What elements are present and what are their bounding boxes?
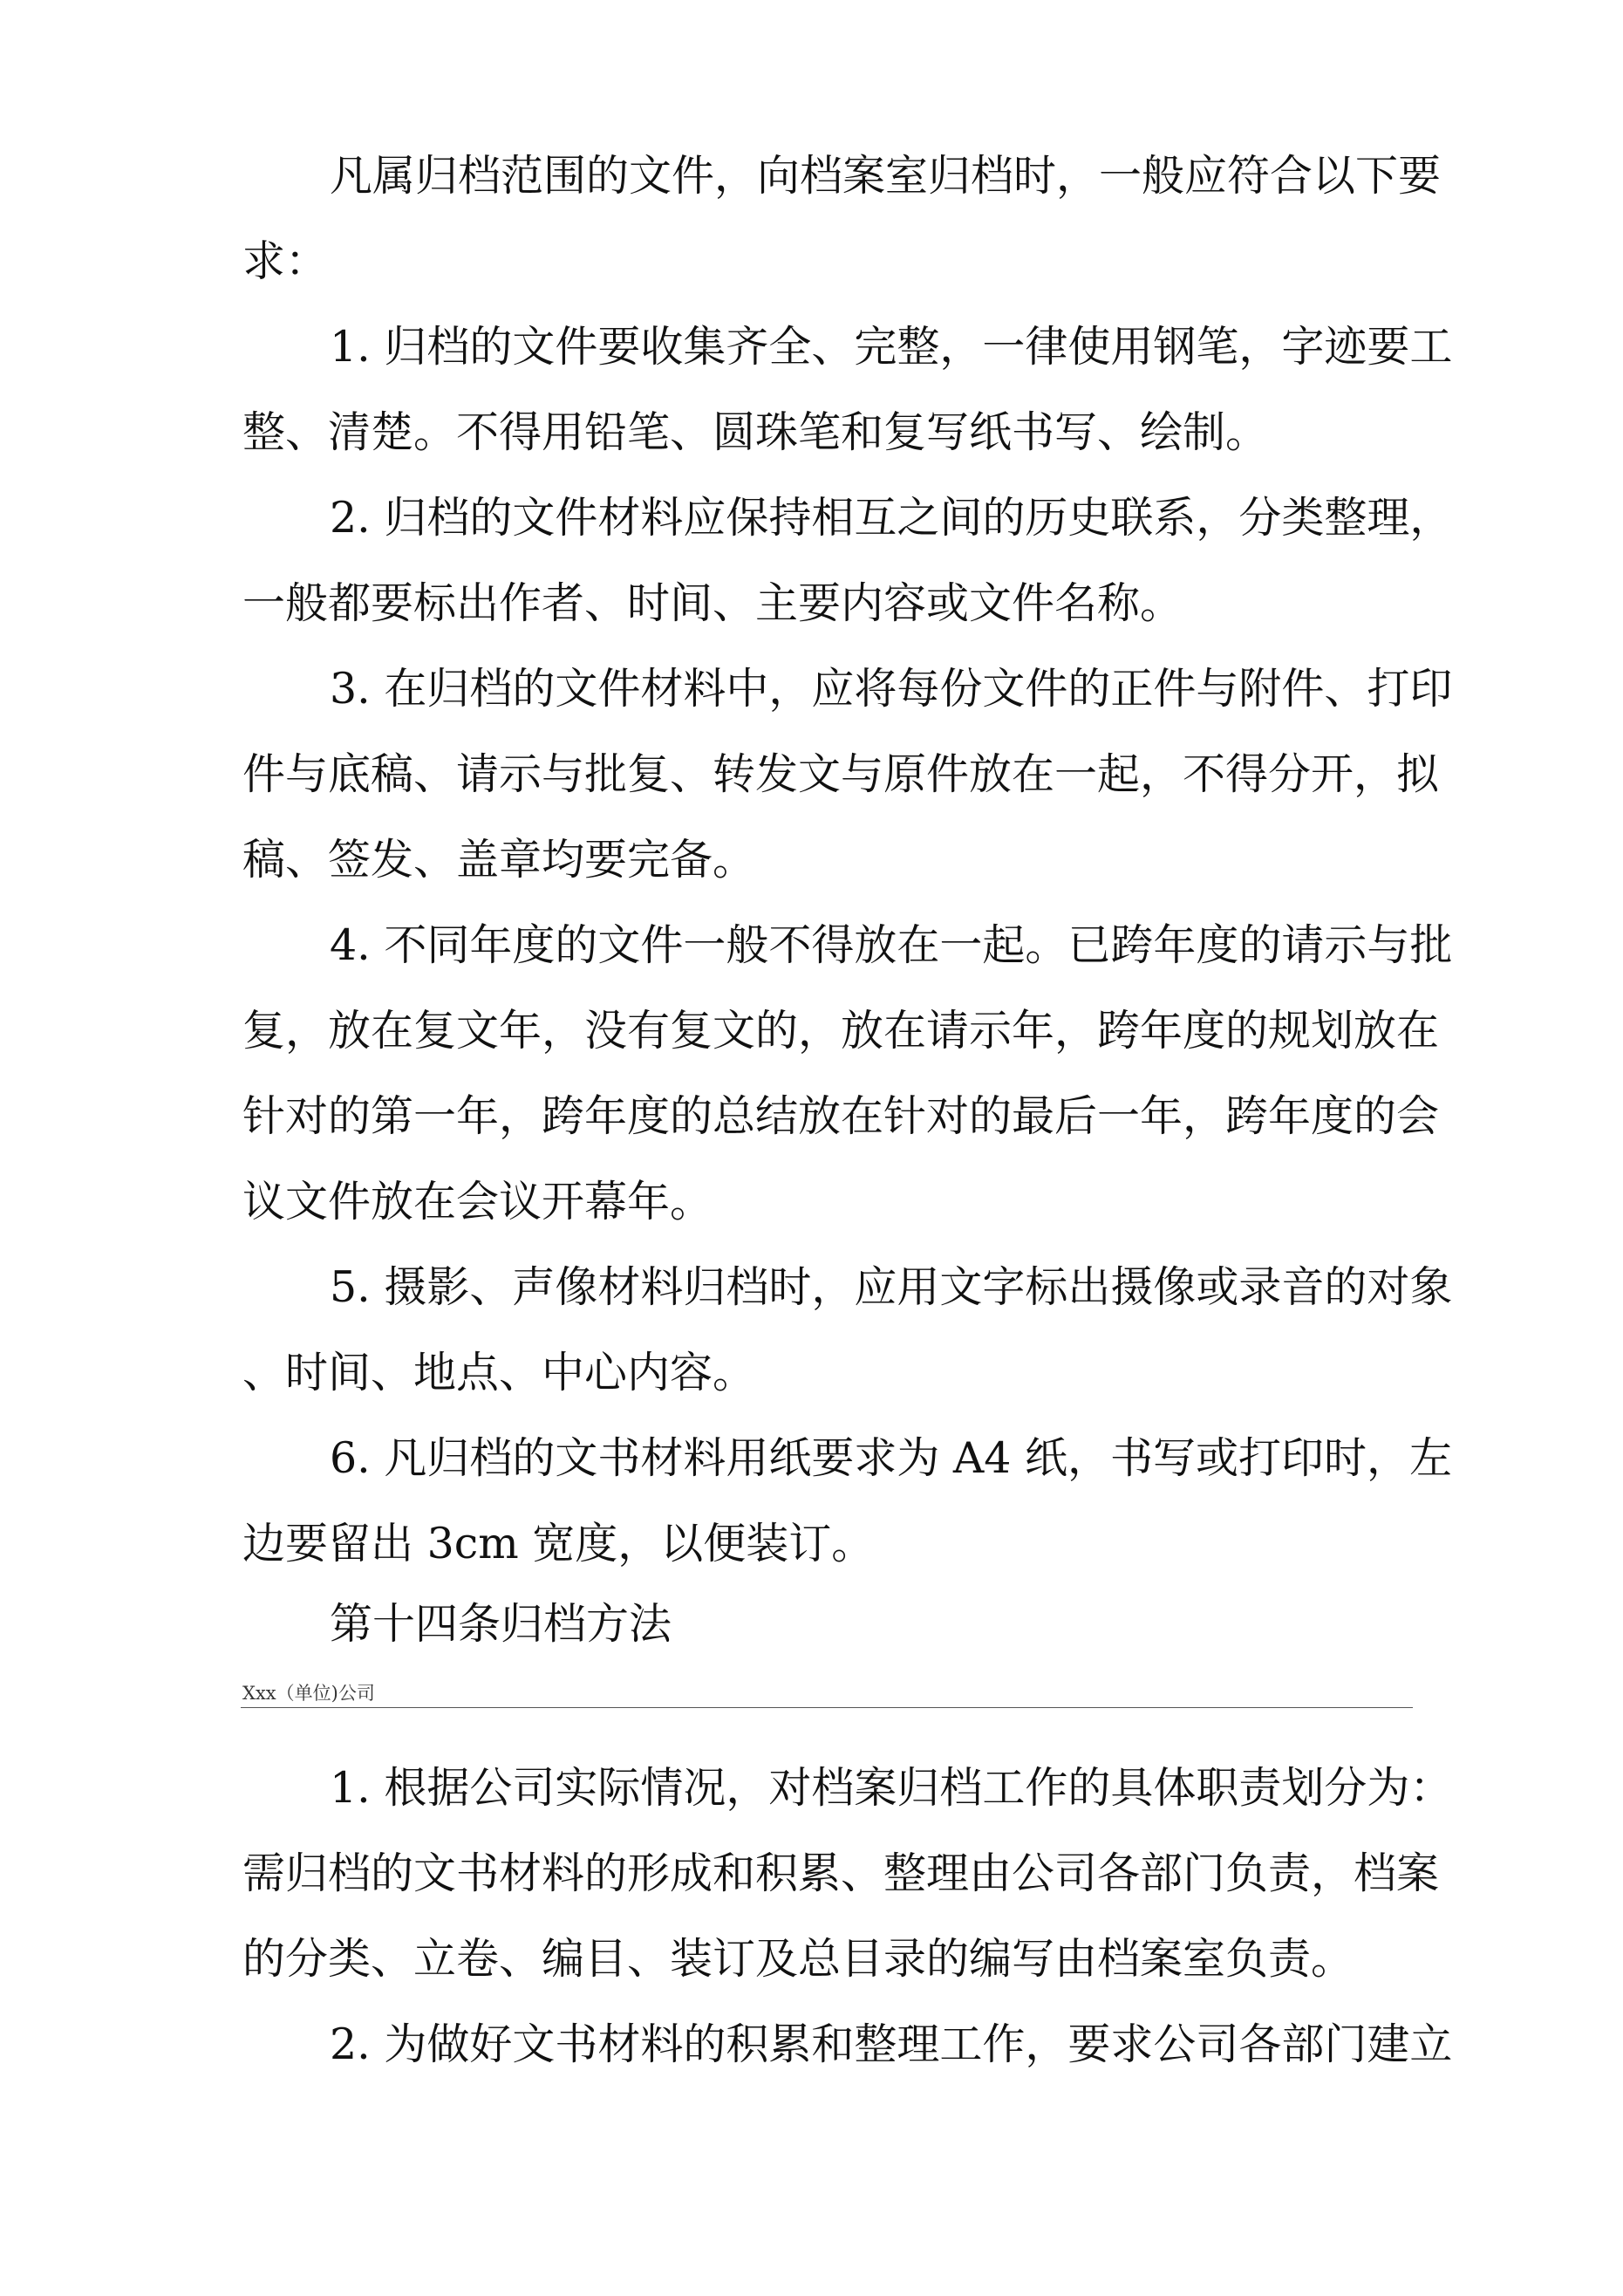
intro-line-2: 求： — [242, 236, 329, 286]
item-2-line-1: 2. 归档的文件材料应保持相互之间的历史联系，分类整理， — [330, 493, 1453, 543]
page2-item-2-line-1: 2. 为做好文书材料的积累和整理工作，要求公司各部门建立 — [330, 2019, 1453, 2069]
item-4-line-4: 议文件放在会议开幕年。 — [242, 1177, 713, 1227]
item-3-line-3: 稿、签发、盖章均要完备。 — [242, 835, 756, 885]
item-1-line-1: 1. 归档的文件要收集齐全、完整，一律使用钢笔，字迹要工 — [330, 322, 1453, 372]
intro-line-1: 凡属归档范围的文件，向档案室归档时，一般应符合以下要 — [330, 151, 1442, 201]
footer-company: Xxx（单位)公司 — [242, 1683, 375, 1704]
section-heading: 第十四条归档方法 — [330, 1599, 672, 1649]
item-4-line-1: 4. 不同年度的文件一般不得放在一起。已跨年度的请示与批 — [330, 920, 1453, 970]
item-6-line-1: 6. 凡归档的文书材料用纸要求为 A4 纸，书写或打印时，左 — [330, 1433, 1453, 1483]
item-2-line-2: 一般都要标出作者、时间、主要内容或文件名称。 — [242, 578, 1183, 628]
item-6-line-2: 边要留出 3cm 宽度，以便装订。 — [242, 1519, 875, 1568]
footer-divider — [241, 1707, 1413, 1708]
item-4-line-3: 针对的第一年，跨年度的总结放在针对的最后一年，跨年度的会 — [242, 1091, 1440, 1141]
item-5-line-1: 5. 摄影、声像材料归档时，应用文字标出摄像或录音的对象 — [330, 1262, 1453, 1312]
item-5-line-2: 、时间、地点、中心内容。 — [242, 1348, 756, 1397]
item-3-line-2: 件与底稿、请示与批复、转发文与原件放在一起，不得分开，拟 — [242, 749, 1440, 799]
item-4-line-2: 复，放在复文年，没有复文的，放在请示年，跨年度的规划放在 — [242, 1006, 1440, 1056]
page2-item-1-line-3: 的分类、立卷、编目、装订及总目录的编写由档案室负责。 — [242, 1934, 1354, 1984]
page2-item-1-line-2: 需归档的文书材料的形成和积累、整理由公司各部门负责，档案 — [242, 1848, 1440, 1898]
page2-item-1-line-1: 1. 根据公司实际情况，对档案归档工作的具体职责划分为： — [330, 1763, 1453, 1813]
item-3-line-1: 3. 在归档的文件材料中，应将每份文件的正件与附件、打印 — [330, 664, 1453, 714]
item-1-line-2: 整、清楚。不得用铅笔、圆珠笔和复写纸书写、绘制。 — [242, 407, 1269, 457]
